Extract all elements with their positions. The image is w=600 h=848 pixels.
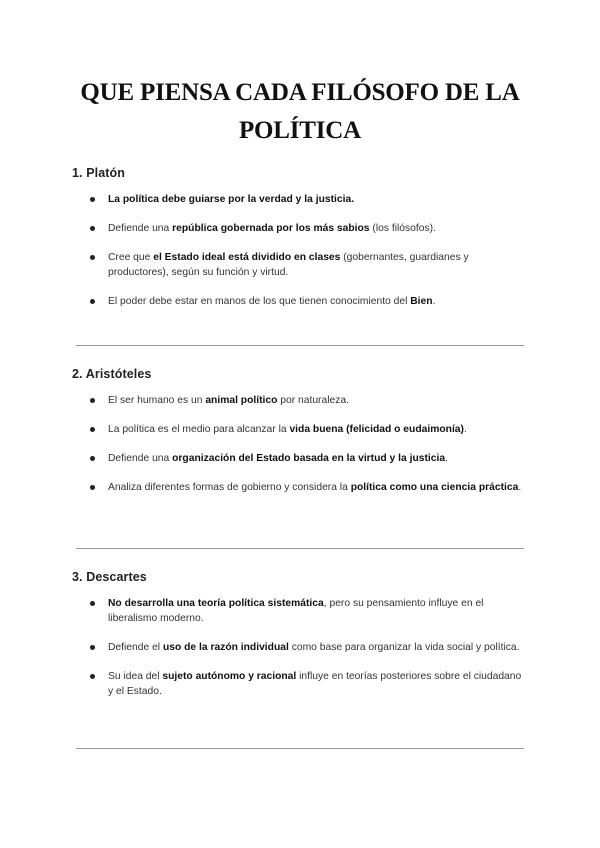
- text: La política es el medio para alcanzar la: [108, 424, 290, 435]
- bullet-dot-icon: [90, 398, 95, 403]
- bold-text: sujeto autónomo y racional: [162, 671, 297, 682]
- text: (gobernantes, guardianes y productores), según su función y virtud.: [108, 252, 469, 278]
- text: .: [518, 482, 522, 493]
- bullet-dot-icon: [90, 485, 95, 490]
- list-item: [72, 192, 528, 207]
- text: influye en teorías posteriores sobre el ciudadano y el Estado.: [108, 671, 522, 697]
- list-item: [72, 294, 528, 309]
- list-item: [72, 596, 528, 626]
- bullet-dot-icon: [90, 456, 95, 461]
- section-divider: [76, 345, 524, 346]
- bold-text: No desarrolla una teoría política sistemática: [108, 598, 324, 609]
- bullet-dot-icon: [90, 601, 95, 606]
- bullet-dot-icon: [90, 226, 95, 231]
- bullet-list: [72, 393, 528, 495]
- text: Analiza diferentes formas de gobierno y considera la: [108, 482, 351, 493]
- list-item: [72, 640, 528, 655]
- text: Defiende una: [108, 453, 173, 464]
- text: .: [432, 296, 436, 307]
- section-heading: 3. Descartes: [72, 570, 147, 584]
- bullet-list: [72, 192, 528, 309]
- text: Defiende una: [108, 223, 173, 234]
- list-item: [72, 250, 528, 280]
- list-item: [72, 480, 528, 495]
- list-item: [72, 451, 528, 466]
- section-divider: [76, 548, 524, 549]
- bold-text: organización del Estado basada en la virtud y la justicia: [172, 453, 446, 464]
- text: como base para organizar la vida social y política.: [288, 642, 520, 653]
- text: .: [463, 424, 467, 435]
- list-item: [72, 669, 528, 699]
- bullet-dot-icon: [90, 255, 95, 260]
- text: .: [445, 453, 448, 464]
- bold-text: uso de la razón individual: [162, 642, 289, 653]
- bold-text: vida buena (felicidad o eudaimonía): [289, 424, 464, 435]
- bold-text: república gobernada por los más sabios: [172, 223, 370, 234]
- list-item: [72, 422, 528, 437]
- section-aristoteles: [72, 366, 528, 495]
- section-heading: 2. Aristóteles: [72, 367, 152, 381]
- bullet-dot-icon: [90, 299, 95, 304]
- bullet-dot-icon: [90, 427, 95, 432]
- list-item: [72, 393, 528, 408]
- bold-text: política como una ciencia práctica: [350, 482, 519, 493]
- page-title: QUE PIENSA CADA FILÓSOFO DE LA POLÍTICA: [80, 79, 520, 144]
- text: (los filósofos).: [369, 223, 436, 234]
- section-heading: 1. Platón: [72, 166, 125, 180]
- bullet-dot-icon: [90, 645, 95, 650]
- text: por naturaleza.: [277, 395, 349, 406]
- bold-text: animal político: [205, 395, 278, 406]
- section-divider: [76, 748, 524, 749]
- section-descartes: [72, 569, 528, 699]
- text: Defiende el: [108, 642, 163, 653]
- text: Su idea del: [108, 671, 163, 682]
- bold-text: el Estado ideal está dividido en clases: [153, 252, 341, 263]
- bold-text: La política debe guiarse por la verdad y la justicia.: [108, 194, 355, 205]
- text: El poder debe estar en manos de los que tienen conocimiento del: [108, 296, 411, 307]
- text: Cree que: [108, 252, 154, 263]
- bullet-list: [72, 596, 528, 699]
- bullet-dot-icon: [90, 197, 95, 202]
- section-platon: [72, 165, 528, 309]
- bold-text: Bien: [410, 296, 433, 307]
- text: , pero su pensamiento influye en el liberalismo moderno.: [108, 598, 484, 624]
- list-item: [72, 221, 528, 236]
- text: El ser humano es un: [108, 395, 206, 406]
- bullet-dot-icon: [90, 674, 95, 679]
